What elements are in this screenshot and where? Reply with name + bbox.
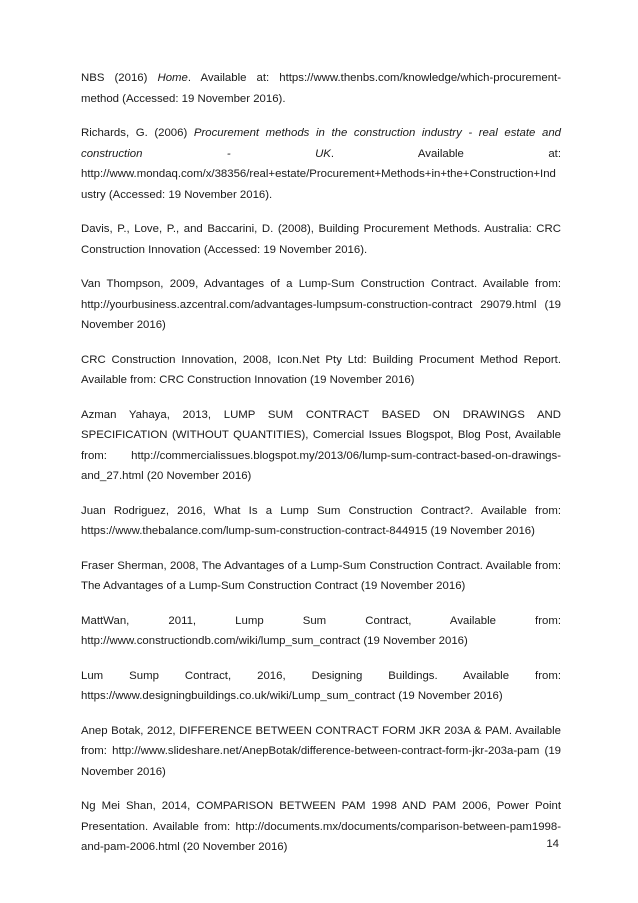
reference-entry [81,405,561,487]
reference-entry [81,611,561,652]
reference-entry [81,350,561,391]
reference-text-tail: . Available at: https://www.thenbs.com/knowledge/which-procurement-method (Accessed: 19 November 2016). [81,72,561,105]
reference-entry [81,123,561,205]
reference-entry [81,68,561,109]
reference-entry [81,796,561,858]
reference-text: Van Thompson, 2009, Advantages of a Lump-Sum Construction Contract. Available from: http://yourbusiness.azcentral.com/advantages-lumpsum-construction-contract 29079.html (19 November 2016) [81,278,561,331]
reference-entry [81,219,561,260]
page-number: 14 [546,838,559,850]
reference-text: CRC Construction Innovation, 2008, Icon.Net Pty Ltd: Building Procument Method Report. Available from: CRC Construction Innovation (19 November 2016) [81,353,561,386]
reference-entry [81,721,561,783]
reference-text: Juan Rodriguez, 2016, What Is a Lump Sum Construction Contract?. Available from: https://www.thebalance.com/lump-sum-construction-contract-844915 (19 November 2016) [81,504,561,537]
reference-text: Ng Mei Shan, 2014, COMPARISON BETWEEN PAM 1998 AND PAM 2006, Power Point Presentation. Available from: http://documents.mx/documents/comparison-between-pam1998-and-pam-2006.html (20 November 2016) [81,800,561,853]
reference-text: Fraser Sherman, 2008, The Advantages of a Lump-Sum Construction Contract. Available from: The Advantages of a Lump-Sum Construction Contract (19 November 2016) [81,559,561,592]
reference-title-italic: Procurement methods in the construction industry - real estate and construction - UK [81,127,561,160]
reference-text: NBS (2016) [81,72,158,84]
reference-entry [81,556,561,597]
reference-text: Azman Yahaya, 2013, LUMP SUM CONTRACT BASED ON DRAWINGS AND SPECIFICATION (WITHOUT QUANTITIES), Comercial Issues Blogspot, Blog Post, Available from: http://commercialissues.blogspot.my/2013/06/lump-sum-contract-based-on-drawings-and_27.html (20 November 2016) [81,408,561,482]
reference-text: Davis, P., Love, P., and Baccarini, D. (2008), Building Procurement Methods. Australia: CRC Construction Innovation (Accessed: 19 November 2016). [81,223,561,256]
reference-entry [81,274,561,336]
reference-text-tail: . Available at: http://www.mondaq.com/x/38356/real+estate/Procurement+Methods+in+the+Construction+Industry (Accessed: 19 November 2016). [81,147,561,201]
reference-text: MattWan, 2011, Lump Sum Contract, Available from: http://www.constructiondb.com/wiki/lump_sum_contract (19 November 2016) [81,614,561,647]
reference-text: Lum Sump Contract, 2016, Designing Buildings. Available from: https://www.designingbuildings.co.uk/wiki/Lump_sum_contract (19 November 2016) [81,669,561,702]
reference-entry [81,666,561,707]
reference-text: Anep Botak, 2012, DIFFERENCE BETWEEN CONTRACT FORM JKR 203A & PAM. Available from: http://www.slideshare.net/AnepBotak/difference-between-contract-form-jkr-203a-pam (19 November 2016) [81,724,561,778]
reference-entry [81,501,561,542]
reference-list [81,68,561,872]
reference-text: Richards, G. (2006) [81,127,194,139]
reference-title-italic: Home [157,72,188,84]
